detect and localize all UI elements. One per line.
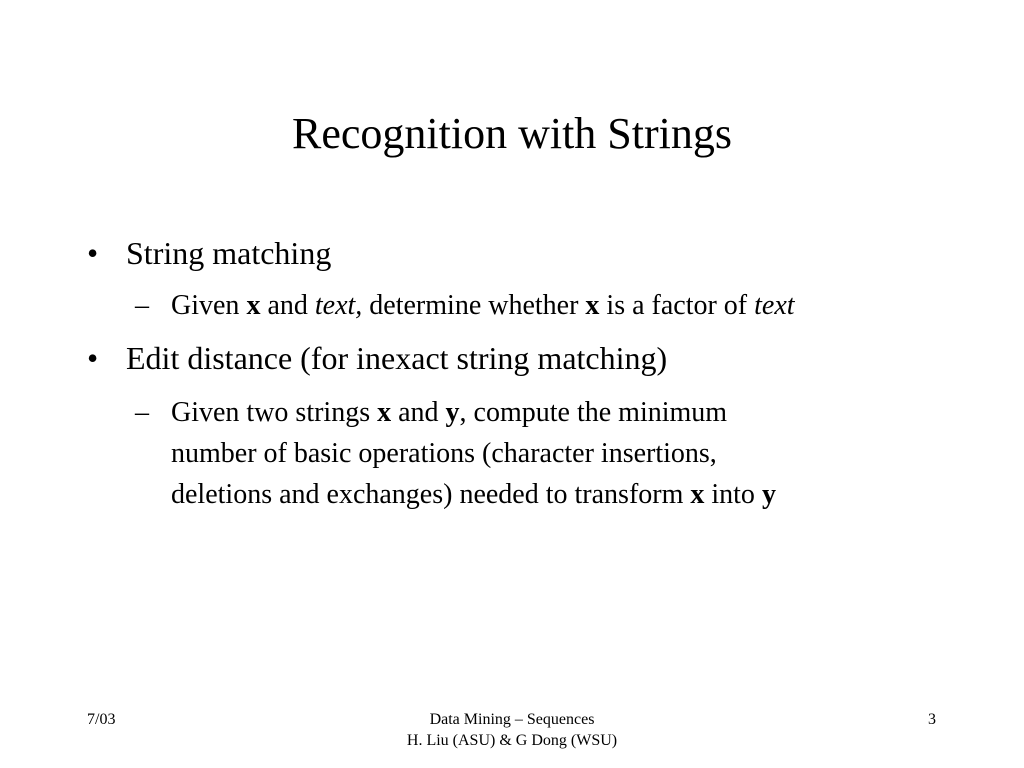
bullet-symbol: • — [87, 235, 99, 271]
text-run: is a factor of — [599, 290, 755, 321]
subbullet-text — [171, 285, 795, 326]
text-run: Given two strings — [171, 397, 378, 428]
text-run: determine whether — [362, 290, 586, 321]
footer-authors: H. Liu (ASU) & G Dong (WSU) — [406, 732, 618, 749]
subbullet-symbol: – — [135, 290, 149, 321]
slide-title: Recognition with Strings — [292, 109, 732, 158]
variable-x: x — [246, 290, 261, 321]
text-run: and — [391, 397, 446, 428]
footer-course-info — [312, 709, 712, 751]
subbullet-symbol: – — [135, 397, 149, 428]
variable-x: x — [377, 397, 392, 428]
variable-text: text — [754, 290, 795, 321]
bullet-text: Edit distance (for inexact string matching) — [126, 340, 668, 376]
subbullet-text — [171, 392, 776, 515]
variable-y: y — [445, 397, 460, 428]
variable-y: y — [761, 479, 776, 510]
text-run: Given — [171, 290, 247, 321]
variable-x: x — [585, 290, 600, 321]
text-line — [171, 479, 776, 510]
footer-page-number: 3 — [928, 711, 936, 728]
text-run: number of basic operations (character insertions, — [171, 438, 717, 469]
text-run: deletions and exchanges) needed to transform — [171, 479, 691, 510]
text-run: and — [260, 290, 315, 321]
footer-date: 7/03 — [87, 711, 116, 728]
variable-text: text, — [314, 290, 363, 321]
text-line — [171, 438, 717, 469]
footer-course-title: Data Mining – Sequences — [429, 711, 595, 728]
text-line — [171, 397, 727, 428]
text-run: into — [704, 479, 762, 510]
bullet-text: String matching — [126, 235, 332, 271]
variable-x: x — [690, 479, 705, 510]
bullet-symbol: • — [87, 340, 99, 376]
text-run: , compute the minimum — [459, 397, 728, 428]
